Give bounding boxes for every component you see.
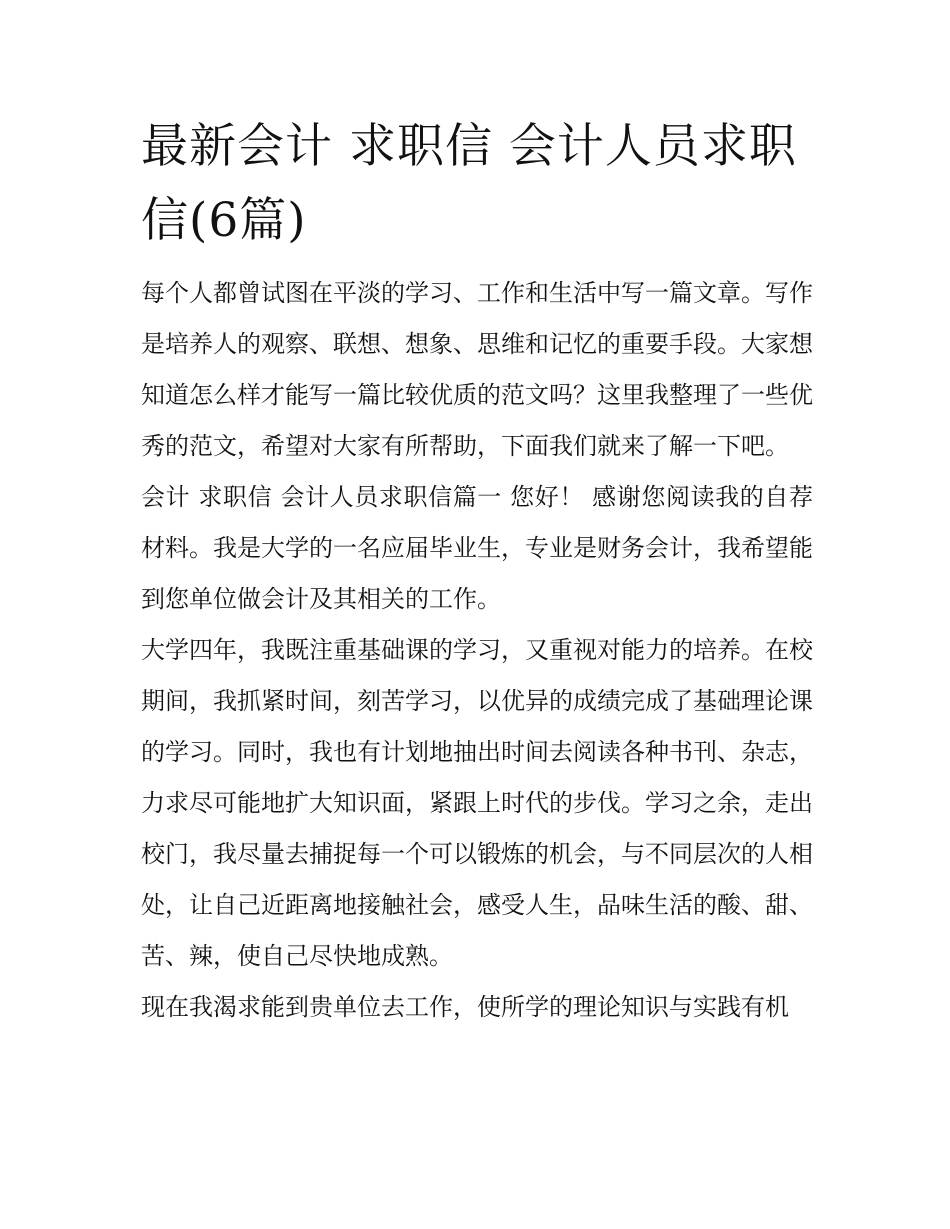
intro-paragraph: 每个人都曾试图在平淡的学习、工作和生活中写一篇文章。写作是培养人的观察、联想、想象、思维和记忆的重要手段。大家想知道怎么样才能写一篇比较优质的范文吗？这里我整理了一些优秀的范文，希望对大家有所帮助，下面我们就来了解一下吧。 [141, 279, 813, 460]
document-body [141, 110, 813, 1033]
university-paragraph: 大学四年，我既注重基础课的学习，又重视对能力的培养。在校期间，我抓紧时间，刻苦学习，以优异的成绩完成了基础理论课的学习。同时，我也有计划地抽出时间去阅读各种书刊、杂志，力求尽可能地扩大知识面，紧跟上时代的步伐。学习之余，走出校门，我尽量去捕捉每一个可以锻炼的机会，与不同层次的人相处，让自己近距离地接触社会，感受人生，品味生活的酸、甜、苦、辣，使自己尽快地成熟。 [141, 636, 813, 970]
closing-paragraph: 现在我渴求能到贵单位去工作，使所学的理论知识与实践有机 [141, 993, 789, 1021]
document-title: 最新会计 求职信 会计人员求职信(6篇) [141, 119, 797, 248]
greeting-paragraph: 会计 求职信 会计人员求职信篇一 您好！ 感谢您阅读我的自荐材料。我是大学的一名应届毕业生，专业是财务会计，我希望能到您单位做会计及其相关的工作。 [141, 483, 813, 613]
